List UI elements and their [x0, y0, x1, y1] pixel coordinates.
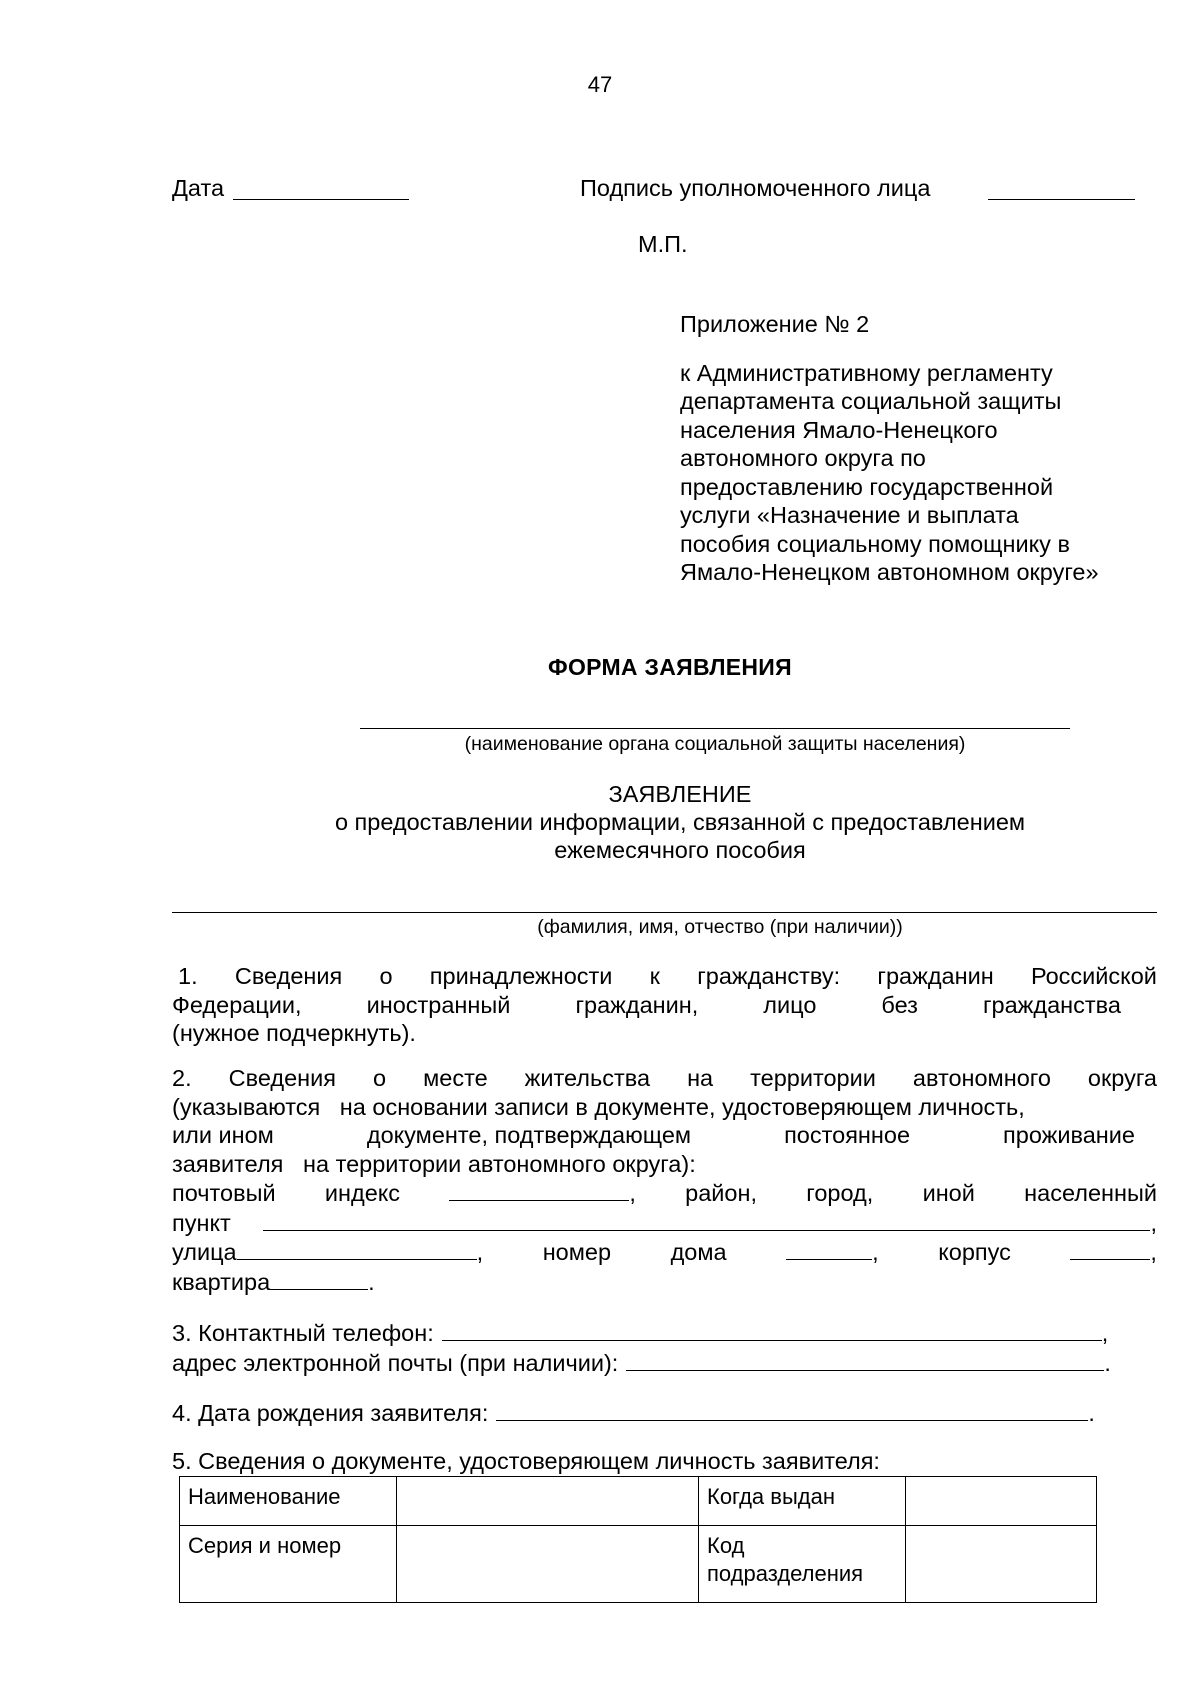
settlement-label: населенный — [1024, 1180, 1157, 1206]
city-label: город, — [806, 1180, 874, 1206]
authority-caption: (наименование органа социальной защиты населения) — [464, 733, 966, 755]
application-subtitle-line1: о предоставлении информации, связанной с предоставлением — [334, 809, 1026, 835]
doc-issued-cell[interactable] — [906, 1477, 1097, 1526]
section-1-line1 — [172, 962, 1157, 991]
citizenship-option[interactable]: Федерации, — [172, 991, 302, 1018]
doc-dept-code-label — [699, 1526, 906, 1603]
identity-document-table — [179, 1476, 1097, 1603]
section-1-line3: (нужное подчеркнуть). — [172, 1020, 416, 1046]
annex-line: автономного округа по — [680, 445, 926, 471]
birth-date-line: 4. Дата рождения заявителя: . — [172, 1400, 1095, 1426]
doc-name-cell[interactable] — [397, 1477, 699, 1526]
date-field[interactable] — [172, 174, 224, 203]
house-field[interactable]: , — [786, 1237, 879, 1267]
section-2-line3 — [172, 1121, 1157, 1150]
building-label: корпус — [938, 1239, 1011, 1265]
address-line-point: пункт , — [172, 1209, 1157, 1236]
point-label: пункт — [172, 1209, 231, 1236]
birth-date-blank[interactable] — [496, 1398, 1088, 1421]
section-1 — [172, 962, 1157, 1048]
building-blank[interactable] — [1070, 1237, 1150, 1260]
birth-date-label: 4. Дата рождения заявителя: — [172, 1400, 489, 1426]
apartment-label: квартира — [172, 1268, 271, 1295]
dept-code-line: подразделения — [707, 1561, 864, 1586]
annex-line: предоставлению государственной — [680, 473, 1054, 500]
text-word: на — [687, 1065, 714, 1091]
table-row — [180, 1526, 1097, 1603]
email-label: адрес электронной почты (при наличии): — [172, 1349, 619, 1376]
citizenship-option[interactable]: лицо — [763, 991, 817, 1018]
street-field[interactable]: улица , — [172, 1239, 484, 1265]
street-label: улица — [172, 1239, 237, 1265]
text-word: территории — [750, 1065, 876, 1091]
text-word: гражданству: — [697, 963, 841, 989]
section-5-label: 5. Сведения о документе, удостоверяющем личность заявителя: — [172, 1448, 880, 1474]
doc-series-cell[interactable] — [397, 1526, 699, 1603]
application-subtitle-line2: ежемесячного пособия — [554, 837, 806, 863]
postal-index-field[interactable]: , — [449, 1178, 636, 1208]
citizenship-option[interactable]: иностранный — [366, 991, 511, 1018]
annex-line: к Административному регламенту — [680, 359, 1053, 386]
signature-field[interactable] — [580, 174, 930, 203]
street-blank[interactable] — [237, 1237, 477, 1260]
annex-title: Приложение № 2 — [680, 311, 870, 337]
text-word: 1. — [178, 963, 198, 989]
section-2-line1 — [172, 1064, 1157, 1093]
section-2-line2: (указываются на основании записи в документе, удостоверяющем личность, — [172, 1093, 1025, 1120]
text-word: жительства — [524, 1065, 651, 1091]
signature-blank[interactable] — [988, 199, 1135, 200]
dept-code-line: Код — [707, 1533, 745, 1558]
text-word: месте — [423, 1065, 488, 1091]
apartment-blank[interactable] — [270, 1267, 368, 1290]
phone-line: 3. Контактный телефон: , — [172, 1320, 1109, 1346]
settlement-blank[interactable] — [263, 1208, 1151, 1231]
annex-line: Ямало-Ненецком автономном округе» — [680, 559, 1099, 585]
text-word: о — [379, 963, 393, 989]
email-blank[interactable] — [626, 1348, 1104, 1371]
text-word: или ином — [172, 1122, 274, 1148]
address-line-apartment: квартира . — [172, 1268, 375, 1295]
annex-line: населения Ямало-Ненецкого — [680, 416, 998, 443]
house-blank[interactable] — [786, 1237, 872, 1260]
text-word: округа — [1087, 1065, 1157, 1091]
doc-dept-code-cell[interactable] — [906, 1526, 1097, 1603]
section-2 — [172, 1064, 1157, 1296]
page-number: 47 — [587, 72, 613, 97]
form-title: ФОРМА ЗАЯВЛЕНИЯ — [548, 654, 792, 680]
address-line-postal — [172, 1178, 1157, 1208]
doc-issued-label: Когда выдан — [699, 1477, 906, 1526]
annex-block — [680, 310, 1160, 587]
text-word: автономного — [912, 1065, 1051, 1091]
section-4 — [172, 1398, 1157, 1428]
index-label: индекс — [324, 1180, 401, 1206]
address-line-street — [172, 1237, 1157, 1267]
phone-blank[interactable] — [442, 1318, 1102, 1341]
text-word: документе, подтверждающем — [366, 1122, 692, 1148]
text-word: 2. — [172, 1065, 192, 1091]
postal-index-blank[interactable] — [449, 1178, 629, 1201]
text-word: Российской — [1030, 963, 1157, 989]
annex-line: пособия социальному помощнику в — [680, 530, 1070, 557]
section-3 — [172, 1318, 1157, 1377]
text-word: к — [649, 963, 660, 989]
date-blank[interactable] — [233, 199, 409, 200]
text-word: принадлежности — [429, 963, 613, 989]
text-word: Сведения — [228, 1065, 336, 1091]
postal-label: почтовый — [172, 1180, 276, 1206]
stamp-label: М.П. — [638, 231, 688, 257]
application-heading: ЗАЯВЛЕНИЕ — [608, 781, 752, 807]
text-word: проживание — [1003, 1122, 1135, 1148]
text-word: гражданин — [877, 963, 994, 989]
section-1-line2 — [172, 991, 1157, 1020]
signature-label: Подпись уполномоченного лица — [580, 175, 931, 201]
citizenship-option[interactable]: без — [881, 991, 918, 1018]
section-2-line4: заявителя на территории автономного округа): — [172, 1150, 696, 1177]
doc-series-label: Серия и номер — [180, 1526, 397, 1603]
fio-caption: (фамилия, имя, отчество (при наличии)) — [537, 916, 903, 938]
phone-label: 3. Контактный телефон: — [172, 1320, 434, 1346]
table-row — [180, 1477, 1097, 1526]
text-word: постоянное — [784, 1122, 911, 1148]
fio-blank[interactable] — [172, 912, 1157, 913]
house-label: номер — [542, 1239, 612, 1265]
email-line: адрес электронной почты (при наличии): . — [172, 1349, 1111, 1376]
citizenship-option[interactable]: гражданства — [982, 991, 1121, 1018]
building-field[interactable]: , — [1070, 1237, 1157, 1267]
citizenship-option[interactable]: гражданин, — [575, 991, 699, 1018]
doc-name-label: Наименование — [180, 1477, 397, 1526]
annex-line: департамента социальной защиты — [680, 388, 1062, 414]
annex-line: услуги «Назначение и выплата — [680, 502, 1019, 528]
authority-name-blank[interactable] — [360, 728, 1070, 729]
other-label: иной — [922, 1180, 975, 1206]
district-label: район, — [685, 1180, 757, 1206]
date-label: Дата — [172, 175, 225, 201]
text-word: Сведения — [234, 963, 343, 989]
text-word: о — [373, 1065, 387, 1091]
house-label-2: дома — [670, 1239, 727, 1265]
